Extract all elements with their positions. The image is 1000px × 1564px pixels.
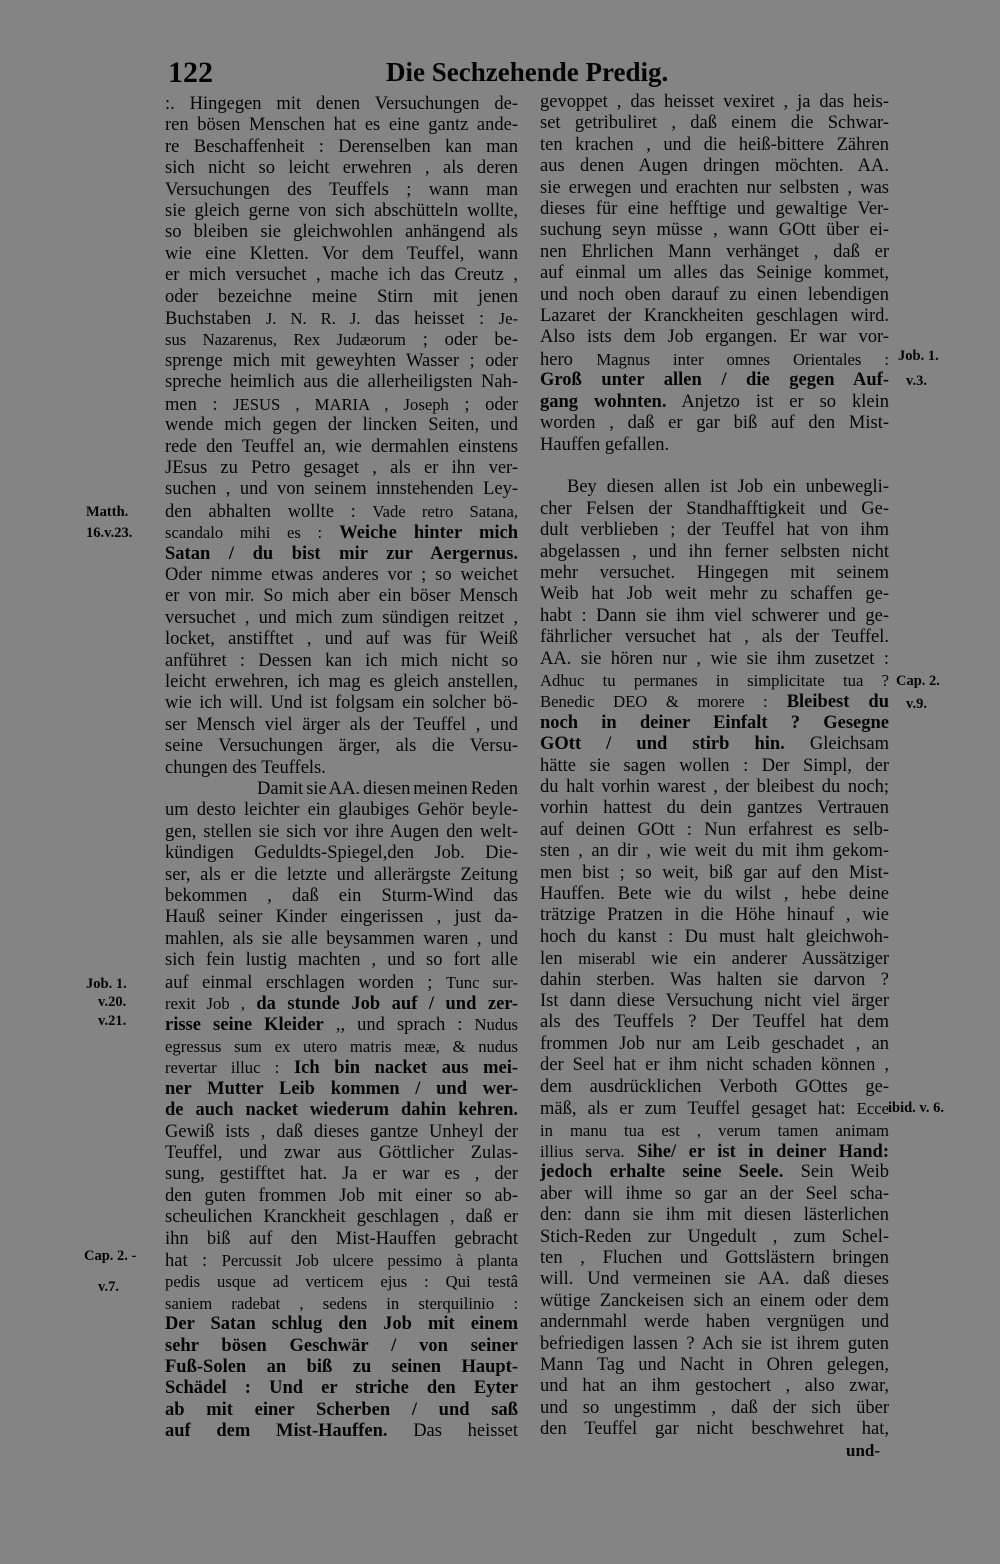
text-line: Also ists dem Job ergangen. Er war vor- [540, 327, 889, 348]
margin-note-left: Cap. 2. - [84, 1248, 137, 1264]
margin-note-left: 16.v.23. [86, 525, 133, 541]
text-line: gevoppet , das heisset vexiret , ja das heis- [540, 92, 889, 112]
text-line: der Seel hat er ihm nicht schaden können , [540, 1055, 889, 1076]
text-line: cher Felsen der Standhafftigkeit und Ge- [540, 498, 889, 519]
paragraph [540, 477, 889, 1440]
text-line [540, 670, 889, 691]
text-run: mäß, als er zum Teuffel gesaget hat: [540, 1099, 857, 1120]
text-line: bekommen , daß ein Sturm-Wind das [165, 886, 518, 907]
text-line: ren bösen Menschen hat es eine gantz ande- [165, 115, 518, 136]
margin-note-right: Job. 1. [898, 348, 939, 364]
emphasis-text-run: Weiche hinter mich [339, 523, 518, 544]
text-line: ten , Fluchen und Gottslästern bringen [540, 1247, 889, 1268]
latin-text-run: Vade retro Satana, [372, 501, 518, 521]
text-line [165, 1271, 518, 1292]
emphasis-text-run: jedoch erhalte seine Seele. [540, 1162, 784, 1183]
latin-text-run: miserabl [578, 949, 636, 969]
text-line: set getribuliret , daß einem die Schwar- [540, 113, 889, 134]
left-text-column [165, 94, 518, 1446]
text-line [165, 1400, 518, 1421]
text-line: gen, stellen sie sich vor ihre Augen den welt- [165, 821, 518, 842]
emphasis-text-run: Ich bin nacket aus mei- [293, 1058, 518, 1079]
text-line: Mann Tag und Nacht in Ohren gelegen, [540, 1354, 889, 1375]
text-line: auf einmal um alles das Seinige kommet, [540, 263, 889, 284]
paragraph [165, 94, 518, 779]
text-line: mahlen, als sie alle beysammen waren , und [165, 928, 518, 949]
text-line: so bleiben sie gleichwohlen anhängend als [165, 222, 518, 243]
text-run: Buchstaben [165, 309, 266, 330]
latin-text-run: scandalo mihi es : [165, 523, 323, 543]
text-line: den Teuffel gar nicht beschwehret hat, [540, 1419, 889, 1440]
text-line: re Beschaffenheit : Derenselben kan man [165, 136, 518, 157]
text-line [165, 1014, 518, 1035]
text-line: mehr versuchet. Hingegen mit seinem [540, 562, 889, 583]
text-line [165, 1336, 518, 1357]
text-run: den abhalten wollte : [165, 501, 373, 522]
page-number: 122 [168, 56, 213, 89]
latin-text-run: pedis usque ad verticem ejus : Qui testâ [165, 1272, 518, 1292]
emphasis-text-run: Schädel : Und er striche den Eyter [165, 1378, 518, 1399]
text-line: habt : Dann sie ihm viel schwerer und ge- [540, 605, 889, 626]
text-line: Damit sie AA. diesen meinen Reden [257, 779, 518, 799]
text-line [165, 1378, 518, 1399]
text-line: Hauffen gefallen. [540, 434, 670, 455]
text-line: aber will ihme so gar an der Seel scha- [540, 1183, 889, 1204]
margin-note-right: Cap. 2. [896, 673, 940, 689]
text-line: will. Und vermeinen sie AA. daß dieses [540, 1269, 889, 1290]
emphasis-text-run: da stunde Job auf / und zer- [256, 994, 518, 1015]
text-line [540, 691, 889, 712]
text-line: scheulichen Kranckheit geschlagen , daß er [165, 1207, 518, 1228]
text-run: ; oder [448, 394, 518, 415]
text-line [540, 1141, 889, 1162]
emphasis-text-run: ab mit einer Scherben / und saß [165, 1399, 518, 1420]
text-line: dieses für eine hefftige und gewaltige Ver- [540, 199, 889, 220]
latin-text-run: JESUS , MARIA , Joseph [233, 394, 449, 414]
text-line [165, 1250, 518, 1271]
text-line: trätzige Pratzen in die Höhe hinauf , wie [540, 905, 889, 926]
text-line: Hauß seiner Kinder eingerissen , just da- [165, 907, 518, 928]
text-run: Sein Weib [783, 1162, 889, 1183]
catchword: und- [846, 1441, 881, 1460]
emphasis-text-run: gang wohnten. [540, 391, 667, 412]
text-line: wende mich gegen der lincken Seiten, und [165, 415, 518, 436]
margin-note-left: v.7. [98, 1279, 119, 1295]
text-line: sten , an dir , wie weit du mit ihm gekom- [540, 841, 889, 862]
margin-note-right: v.3. [906, 373, 927, 389]
text-run [768, 692, 787, 712]
latin-text-run: Magnus inter omnes Orientales : [596, 349, 889, 369]
latin-text-run: rexit Job , [165, 994, 245, 1014]
text-line [540, 1162, 889, 1183]
text-line: er mich versuchet , mache ich das Creutz , [165, 265, 518, 286]
text-line: men bist ; so weit, biß gar auf den Mist- [540, 862, 889, 883]
text-line: und so ungestimm , daß der sich über [540, 1397, 889, 1418]
text-line: suchen , und von seinem innstehenden Ley- [165, 479, 518, 500]
emphasis-text-run: risse seine Kleider [165, 1015, 324, 1036]
text-line: vorhin hattest du dein gantzes Vertrauen [540, 798, 889, 819]
text-line: den: dann sie ihm mit diesen lästerlichen [540, 1205, 889, 1226]
latin-text-run: Nudus [474, 1015, 518, 1035]
text-run: Das heisset [387, 1421, 518, 1442]
margin-note-right: v.9. [906, 696, 927, 712]
latin-text-run: Percussit Job ulcere pessimo à planta [221, 1250, 518, 1270]
latin-text-run: Je- [498, 309, 518, 329]
text-line [540, 349, 889, 370]
emphasis-text-run: noch in deiner Einfalt ? Gesegne [540, 712, 889, 733]
text-run [279, 1058, 294, 1078]
text-run: auf einmal erschlagen worden ; [165, 972, 446, 993]
text-line: locket, anstifftet , und auf was für Weiß [165, 629, 518, 650]
margin-note-left: v.20. [98, 994, 127, 1010]
margin-note-left: Job. 1. [86, 976, 127, 992]
emphasis-text-run: Groß unter allen / die gegen Auf- [540, 370, 889, 391]
right-text-column [540, 92, 889, 1444]
text-line [165, 1036, 518, 1057]
text-line: ser, als er die letzte und allerärgste Zeitung [165, 864, 518, 885]
text-run: das heisset : [360, 309, 499, 330]
text-line: Teuffel, und zwar aus Göttlicher Zulas- [165, 1142, 518, 1163]
text-line [165, 501, 518, 522]
text-line: befriedigen lassen ? Ach sie ist ihrem guten [540, 1333, 889, 1354]
latin-text-run: saniem radebat , sedens in sterquilinio : [165, 1293, 518, 1313]
margin-note-right: ibid. v. 6. [888, 1100, 945, 1116]
text-line: Hauffen. Bete wie du wilst , hebe deine [540, 884, 889, 905]
text-line: sie erwegen und erachten nur selbsten , was [540, 177, 889, 198]
text-run: ; oder be- [405, 330, 518, 351]
text-line [540, 1098, 889, 1119]
latin-text-run: in manu tua est , verum tamen animam [540, 1120, 889, 1140]
text-line [540, 392, 889, 413]
text-line: um desto leichter ein glaubiges Gehör beyle- [165, 800, 518, 821]
text-run: Anjetzo ist er so klein [666, 391, 889, 412]
latin-text-run: J. N. R. J. [265, 309, 361, 329]
text-line: anführet : Dessen kan ich mich nicht so [165, 650, 518, 671]
text-line: seine Versuchungen ärger, als die Versu- [165, 736, 518, 757]
text-run: hat : [165, 1250, 222, 1271]
text-line: ser Mensch viel ärger als der Teuffel , und [165, 714, 518, 735]
text-line [165, 522, 518, 543]
text-line [165, 1421, 518, 1442]
latin-text-run: Benedic DEO & morere : [540, 692, 768, 712]
text-line: oder bezeichne meine Stirn mit jenen [165, 286, 518, 307]
text-line [165, 1079, 518, 1100]
paragraph [540, 92, 889, 456]
text-line: dahin sterben. Was halten sie darvon ? [540, 969, 889, 990]
emphasis-text-run: ner Mutter Leib kommen / und wer- [165, 1078, 518, 1099]
text-line: Versuchungen des Teuffels ; wann man [165, 179, 518, 200]
text-line: Lazaret der Kranckheiten geschlagen wird. [540, 306, 889, 327]
text-line: dem ausdrücklichen Verboth GOttes ge- [540, 1076, 889, 1097]
text-run [625, 1142, 638, 1162]
text-line: worden , daß er gar biß auf den Mist- [540, 413, 889, 434]
text-line: Weib hat Job weit mehr zu schaffen ge- [540, 584, 889, 605]
emphasis-text-run: auf dem Mist-Hauffen. [165, 1421, 388, 1442]
text-line: ihn biß auf den Mist-Hauffen gebracht [165, 1228, 518, 1249]
text-line [165, 1293, 518, 1314]
text-line: dult verblieben ; der Teuffel hat von ihm [540, 520, 889, 541]
text-line: Gewiß ists , daß dieses gantze Unheyl der [165, 1121, 518, 1142]
text-run [245, 994, 257, 1014]
text-line [165, 1100, 518, 1121]
text-line: Stich-Reden zur Ungedult , zum Schel- [540, 1226, 889, 1247]
text-run: Gleichsam [784, 734, 889, 755]
text-line [540, 948, 889, 969]
text-line: sich fein lustig machten , und so fort alle [165, 950, 518, 971]
text-line: :. Hingegen mit denen Versuchungen de- [165, 94, 518, 114]
text-line: andernmahl werde haben vergnügen und [540, 1312, 889, 1333]
emphasis-text-run: Bleibest du [786, 692, 889, 713]
text-line: hätte sie sagen wollen : Der Simpl, der [540, 755, 889, 776]
latin-text-run: Tunc sur- [445, 972, 518, 992]
text-line: spreche heimlich aus die allerheiligsten Nah- [165, 372, 518, 393]
text-line: rede den Teuffel an, wie dermahlen einstens [165, 436, 518, 457]
emphasis-text-run: Fuß-Solen an biß zu seinen Haupt- [165, 1356, 518, 1377]
text-line [165, 394, 518, 415]
text-line: Bey diesen allen ist Job ein unbewegli- [567, 477, 889, 498]
text-line: hoch du kanst : Du must halt gleichwoh- [540, 926, 889, 947]
latin-text-run: revertar illuc : [165, 1058, 280, 1078]
text-line: wie ich will. Und ist folgsam ein solcher bö- [165, 693, 518, 714]
text-line: leicht erwehren, ich mag es gleich anstellen, [165, 671, 518, 692]
text-line: sich nicht so leicht erwehren , als deren [165, 158, 518, 179]
text-line: Ist dann diese Versuchung nicht viel ärger [540, 991, 889, 1012]
text-line: und noch oben darauf zu einen lebendigen [540, 284, 889, 305]
text-line: kündigen Geduldts-Spiegel,den Job. Die- [165, 843, 518, 864]
emphasis-text-run: Der Satan schlug den Job mit einem [165, 1314, 518, 1335]
text-line: frommen Job nur am Leib geschadet , an [540, 1033, 889, 1054]
text-line [165, 993, 518, 1014]
text-run: men : [165, 394, 234, 415]
emphasis-text-run: GOtt / und stirb hin. [540, 734, 785, 755]
text-run: len [540, 949, 579, 970]
emphasis-text-run: Satan / du bist mir zur Aergernus. [165, 543, 518, 564]
latin-text-run: Ecce [856, 1099, 889, 1119]
text-line: wie eine Kletten. Vor dem Teuffel, wann [165, 243, 518, 264]
text-run [322, 523, 339, 543]
latin-text-run: egressus sum ex utero matris meæ, & nudus [165, 1036, 518, 1056]
text-line: versuchet , und mich zum sündigen reitzet , [165, 607, 518, 628]
text-line: aus denen Augen dringen möchten. AA. [540, 156, 889, 177]
latin-text-run: sus Nazarenus, Rex Judæorum [165, 330, 406, 350]
text-line [165, 1357, 518, 1378]
text-line: sie gleich gerne von sich abschütteln wollte, [165, 201, 518, 222]
text-line: ten krachen , und die heiß-bittere Zähren [540, 134, 889, 155]
text-line: chungen des Teuffels. [165, 757, 326, 778]
text-line: du halt vorhin warest , der bleibest du noch; [540, 777, 889, 797]
text-line: und hat an ihm gestochert , also zwar, [540, 1376, 889, 1397]
text-line [165, 1057, 518, 1078]
text-line [540, 1120, 889, 1141]
running-title: Die Sechzehende Predig. [386, 57, 669, 87]
text-line [540, 734, 889, 755]
text-line: abgelassen , und ihn ferner selbsten nicht [540, 541, 889, 562]
text-line: sprenge mich mit geweyhten Wasser ; oder [165, 350, 518, 371]
text-line [165, 544, 518, 565]
text-line: als des Teuffels ? Der Teuffel hat dem [540, 1012, 889, 1033]
text-line [540, 713, 889, 734]
margin-note-left: Matth. [86, 504, 129, 520]
text-line: auf deinen GOtt : Nun erfahrest es selb- [540, 819, 889, 840]
text-line: nen Ehrlichen Mann verhänget , daß er [540, 241, 889, 262]
text-line: JEsus zu Petro gesaget , als er ihn ver- [165, 457, 518, 478]
emphasis-text-run: de auch nacket wiederum dahin kehren. [165, 1100, 518, 1121]
text-line: er von mir. So mich aber ein böser Mensch [165, 586, 518, 607]
text-line [165, 972, 518, 993]
text-run: ,, und sprach : [323, 1015, 475, 1036]
text-run: hero [540, 349, 597, 370]
text-line [165, 308, 518, 329]
text-line [165, 1314, 518, 1335]
text-line [540, 370, 889, 391]
text-run: wie ein anderer Aussätziger [635, 949, 889, 970]
emphasis-text-run: sehr bösen Geschwär / von seiner [165, 1335, 518, 1356]
margin-note-left: v.21. [98, 1013, 127, 1029]
text-line: den guten frommen Job mit einer so ab- [165, 1185, 518, 1206]
text-line: fährlicher versuchet hat , als der Teuffel. [540, 627, 889, 648]
text-line: wütige Zanckeisen sich an einem oder dem [540, 1290, 889, 1311]
text-line: Oder nimme etwas anderes vor ; so weichet [165, 564, 518, 585]
text-line: suchung seyn müsse , wann GOtt über ei- [540, 220, 889, 241]
text-line: AA. sie hören nur , wie sie ihm zusetzet : [540, 648, 889, 669]
text-line: sung, gestifftet hat. Ja er war es , der [165, 1164, 518, 1185]
emphasis-text-run: Sihe/ er ist in deiner Hand: [637, 1141, 889, 1162]
latin-text-run: illius serva. [540, 1141, 625, 1161]
text-line [165, 329, 518, 350]
latin-text-run: Adhuc tu permanes in simplicitate tua ? [540, 670, 889, 690]
paragraph [165, 779, 518, 1443]
